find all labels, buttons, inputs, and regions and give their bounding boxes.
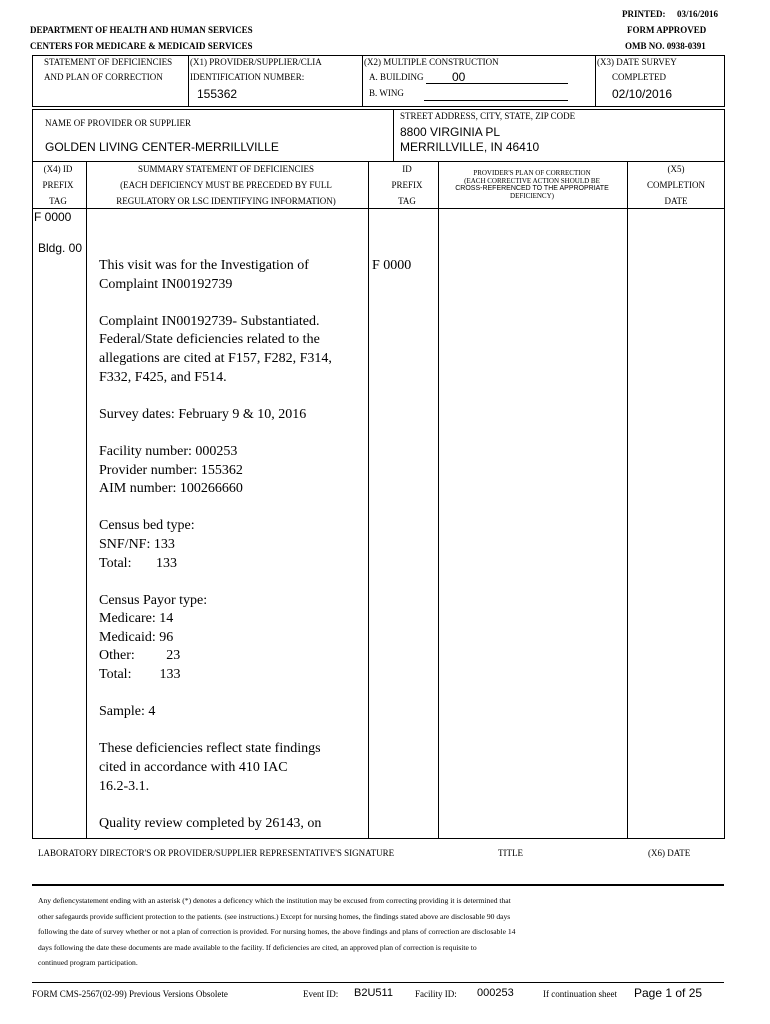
address-label: STREET ADDRESS, CITY, STATE, ZIP CODE: [400, 111, 576, 121]
summary-line: Survey dates: February 9 & 10, 2016: [99, 406, 307, 422]
summary-line: Complaint IN00192739- Substantiated.: [99, 313, 320, 329]
rule: [368, 161, 369, 839]
printed-date: 03/16/2016: [677, 9, 719, 19]
summary-line: Total: 133: [99, 667, 181, 683]
rule: [32, 109, 724, 110]
identification-number-label: IDENTIFICATION NUMBER:: [190, 72, 305, 82]
building-underline: [426, 83, 568, 84]
building-id: Bldg. 00: [38, 241, 83, 255]
signature-date-label: (X6) DATE: [648, 848, 691, 858]
provider-name-label: NAME OF PROVIDER OR SUPPLIER: [45, 118, 192, 128]
rule: [86, 161, 87, 839]
tag-f0000-right: F 0000: [372, 258, 412, 273]
x2-label: (X2) MULTIPLE CONSTRUCTION: [364, 57, 499, 67]
rule: [32, 982, 724, 983]
form-number: FORM CMS-2567(02-99) Previous Versions Obsolete: [32, 989, 228, 999]
facility-id-value: 000253: [477, 987, 514, 999]
statement-label: STATEMENT OF DEFICIENCIES: [44, 57, 173, 67]
rule: [32, 161, 33, 839]
summary-line: Other: 23: [99, 648, 181, 664]
provider-name-value: GOLDEN LIVING CENTER-MERRILLVILLE: [45, 140, 279, 154]
x5-label: (X5): [667, 164, 685, 174]
summary-line: These deficiencies reflect state findings: [99, 741, 321, 757]
rule: [627, 161, 628, 839]
x4-label: (X4) ID: [43, 164, 73, 174]
summary-line: Medicare: 14: [99, 611, 174, 627]
paragraph: [99, 517, 367, 573]
department-name: DEPARTMENT OF HEALTH AND HUMAN SERVICES: [30, 25, 253, 35]
plan-header-line: PROVIDER'S PLAN OF CORRECTION: [473, 169, 591, 177]
rule: [438, 161, 439, 839]
summary-line: Provider number: 155362: [99, 462, 243, 478]
wing-label: B. WING: [369, 88, 404, 98]
agency-name: CENTERS FOR MEDICARE & MEDICAID SERVICES: [30, 41, 253, 51]
summary-line: allegations are cited at F157, F282, F314,: [99, 350, 332, 366]
id-label: ID: [402, 164, 412, 174]
building-label: A. BUILDING: [369, 72, 424, 82]
rule: [32, 884, 724, 886]
page-number: Page 1 of 25: [634, 986, 703, 1000]
x3-label: (X3) DATE SURVEY: [597, 57, 677, 67]
provider-id-value: 155362: [197, 87, 238, 101]
rule: [32, 55, 33, 107]
summary-line: cited in accordance with 410 IAC: [99, 760, 288, 776]
paragraph: [99, 703, 367, 722]
disclaimer-line: days following the date these documents are made available to the facility. If deficiencies are cited, an approved plan of correction is requisite to: [38, 942, 477, 952]
summary-line: Federal/State deficiencies related to the: [99, 332, 320, 348]
x1-label: (X1) PROVIDER/SUPPLIER/CLIA: [190, 57, 322, 67]
form-approved-label: FORM APPROVED: [627, 25, 707, 35]
paragraph: [99, 815, 367, 834]
rule: [32, 208, 724, 209]
rule: [362, 55, 363, 107]
rule: [32, 55, 724, 56]
plan-header-line: DEFICIENCY): [510, 191, 554, 200]
paragraph: [99, 406, 367, 425]
summary-line: Complaint IN00192739: [99, 276, 233, 292]
plan-of-correction-label: AND PLAN OF CORRECTION: [44, 72, 163, 82]
rule: [32, 109, 33, 162]
event-id-value: B2U511: [354, 987, 393, 999]
tag-label: TAG: [49, 196, 67, 206]
summary-line: Census Payor type:: [99, 592, 208, 608]
plan-header-line: (EACH CORRECTIVE ACTION SHOULD BE: [464, 176, 600, 185]
plan-of-correction-header: [440, 170, 624, 200]
continuation-label: If continuation sheet: [543, 989, 617, 999]
id-tag-label: TAG: [398, 196, 416, 206]
facility-id-label: Facility ID:: [415, 989, 457, 999]
disclaimer-line: following the date of survey whether or not a plan of correction is provided. For nursing homes, the above findings and plans of correction are disclosable 14: [38, 927, 516, 937]
deficiency-summary: [99, 257, 367, 833]
summary-line: Facility number: 000253: [99, 443, 238, 459]
completed-label: COMPLETED: [612, 72, 666, 82]
summary-line: Total: 133: [99, 555, 177, 571]
omb-number: OMB NO. 0938-0391: [625, 41, 706, 51]
rule: [188, 55, 189, 107]
disclaimer-line: Any defiencystatement ending with an asterisk (*) denotes a deficency which the institution may be excused from correcting providing it is determined that: [38, 896, 511, 905]
wing-underline: [424, 100, 568, 101]
summary-sub-label: (EACH DEFICIENCY MUST BE PRECEDED BY FULL: [120, 180, 332, 190]
paragraph: [99, 740, 367, 796]
rule: [32, 161, 724, 162]
completion-label: COMPLETION: [647, 180, 705, 190]
plan-header-line: CROSS-REFERENCED TO THE APPROPRIATE: [455, 185, 609, 192]
summary-label: SUMMARY STATEMENT OF DEFICIENCIES: [137, 164, 315, 174]
prefix-label: PREFIX: [42, 180, 74, 190]
summary-line: F332, F425, and F514.: [99, 369, 227, 385]
rule: [724, 161, 725, 839]
survey-date-value: 02/10/2016: [612, 87, 673, 101]
summary-line: Sample: 4: [99, 704, 156, 720]
rule: [724, 109, 725, 162]
date-label: DATE: [664, 196, 688, 206]
rule: [595, 55, 596, 107]
paragraph: [99, 313, 367, 387]
summary-line: Census bed type:: [99, 518, 195, 534]
summary-line: AIM number: 100266660: [99, 481, 243, 497]
title-label: TITLE: [498, 848, 523, 858]
rule: [32, 838, 724, 839]
rule: [393, 109, 394, 162]
disclaimer-line: other safegaurds provide sufficient protection to the patients. (see instructions.) Except for nursing homes, the findings stated above are disclosable 90 days: [38, 911, 511, 921]
paragraph: [99, 443, 367, 499]
rule: [724, 55, 725, 107]
disclaimer-line: continued program participation.: [38, 958, 138, 968]
summary-sub-label-2: REGULATORY OR LSC IDENTIFYING INFORMATION): [116, 196, 336, 206]
address-street: 8800 VIRGINIA PL: [400, 125, 501, 139]
address-city: MERRILLVILLE, IN 46410: [400, 140, 540, 154]
event-id-label: Event ID:: [303, 989, 339, 999]
disclaimer: [38, 893, 698, 971]
summary-line: SNF/NF: 133: [99, 536, 175, 552]
paragraph: [99, 592, 367, 685]
summary-line: 16.2-3.1.: [99, 778, 150, 794]
summary-line: This visit was for the Investigation of: [99, 258, 309, 273]
id-prefix-label: PREFIX: [391, 180, 423, 190]
signature-label: LABORATORY DIRECTOR'S OR PROVIDER/SUPPLIER REPRESENTATIVE'S SIGNATURE: [38, 848, 395, 858]
printed-label: PRINTED:: [622, 9, 666, 19]
building-value: 00: [452, 70, 466, 84]
paragraph: [99, 257, 367, 294]
summary-line: Quality review completed by 26143, on: [99, 815, 322, 831]
summary-line: Medicaid: 96: [99, 629, 174, 645]
rule: [32, 106, 724, 107]
tag-f0000-left: F 0000: [34, 210, 72, 224]
